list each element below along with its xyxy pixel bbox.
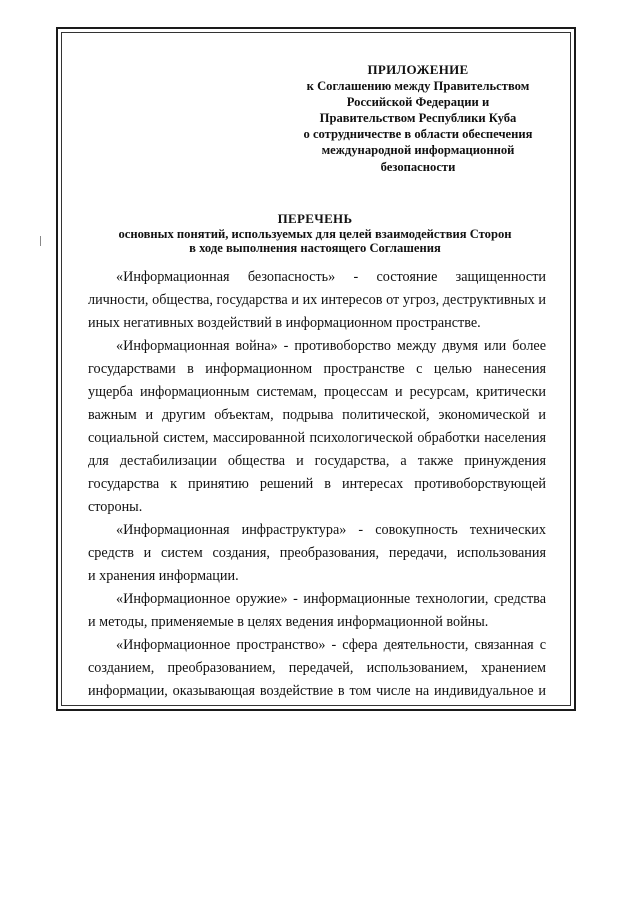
body-line: «Информационная война» - противоборство между двумя или более [116, 338, 546, 354]
body-line: важным и другим объектам, подрыва политической, экономической и [88, 407, 546, 423]
body-line: государствами в информационном пространстве с целью нанесения [88, 361, 546, 377]
body-line: ущерба информационным системам, процессам и ресурсам, критически [88, 384, 546, 400]
list-title-heading: ПЕРЕЧЕНЬ [277, 211, 353, 226]
body-line: «Информационная безопасность» - состояние защищенности [116, 269, 546, 285]
body-line: социальной систем, массированной психологической обработки населения [88, 430, 546, 446]
appendix-heading: ПРИЛОЖЕНИЕ [367, 62, 469, 77]
body-line: информации, оказывающая воздействие в том числе на индивидуальное и [88, 683, 546, 699]
appendix-line: к Соглашению между Правительством [306, 79, 530, 94]
body-line: средств и систем создания, преобразования, передачи, использования [88, 545, 546, 561]
list-title [70, 212, 560, 256]
body-line: для дестабилизации общества и государства, а также принуждения [88, 453, 546, 469]
body-line: государства к принятию решений в интересах противоборствующей [88, 476, 546, 492]
appendix-line: безопасности [380, 159, 456, 174]
body-line: личности, общества, государства и их интересов от угроз, деструктивных и [88, 292, 546, 308]
body-line: и методы, применяемые в целях ведения информационной войны. [88, 614, 489, 630]
body-line: и хранения информации. [88, 568, 239, 584]
list-title-line: в ходе выполнения настоящего Соглашения [189, 241, 441, 255]
body-line: «Информационное пространство» - сфера деятельности, связанная с [116, 637, 546, 653]
appendix-line: международной информационной [321, 143, 515, 158]
body-line: стороны. [88, 499, 143, 515]
body-line: «Информационная инфраструктура» - совокупность технических [116, 522, 546, 538]
appendix-line: Российской Федерации и [346, 95, 490, 110]
body-line: созданием, преобразованием, передачей, использованием, хранением [88, 660, 546, 676]
body-line: «Информационное оружие» - информационные технологии, средства [116, 591, 546, 607]
body-line: иных негативных воздействий в информационном пространстве. [88, 315, 481, 331]
appendix-line: Правительством Республики Куба [319, 111, 517, 126]
appendix-header [268, 62, 568, 175]
margin-mark [40, 236, 41, 246]
list-title-line: основных понятий, используемых для целей взаимодействия Сторон [118, 226, 512, 241]
appendix-line: о сотрудничестве в области обеспечения [303, 127, 533, 142]
